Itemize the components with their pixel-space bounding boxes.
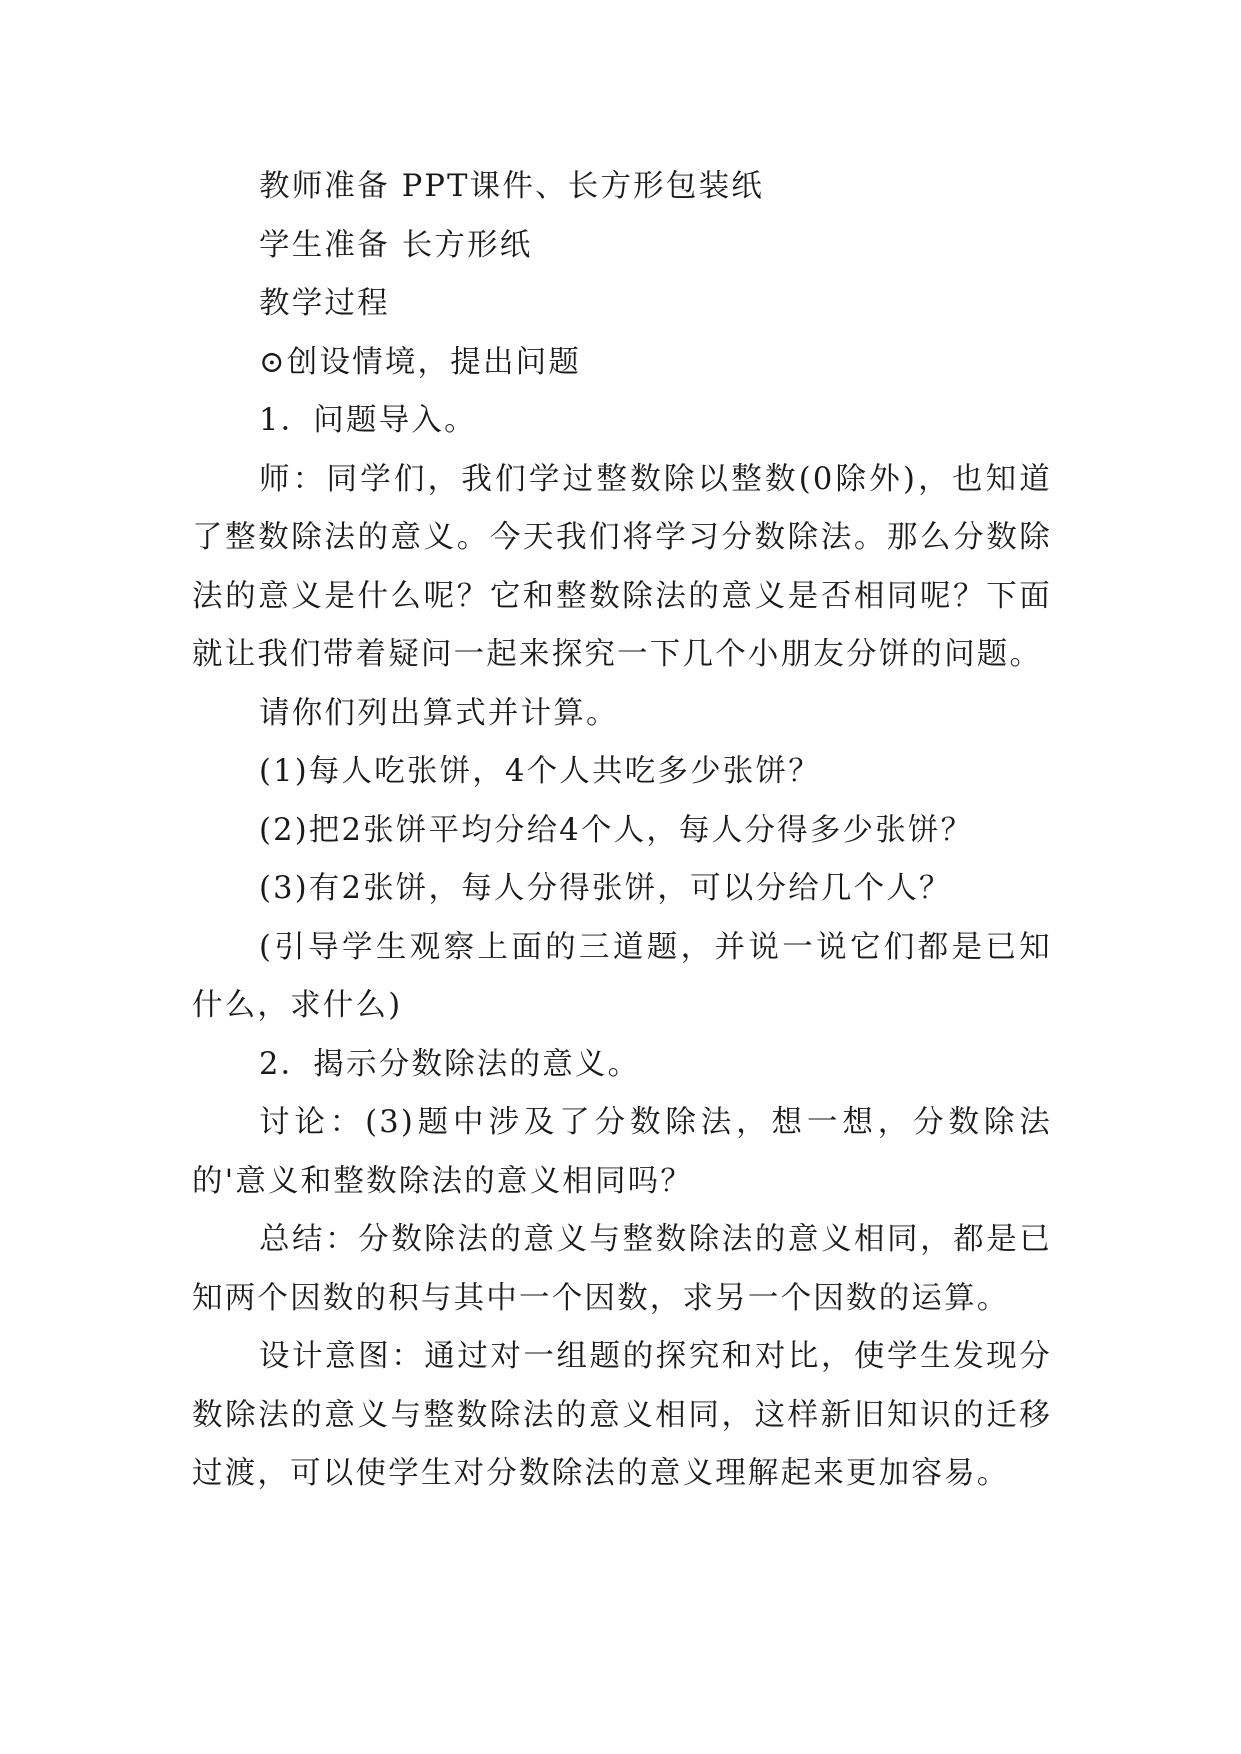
question-item: (3)有2张饼，每人分得张饼，可以分给几个人？: [259, 871, 952, 906]
paragraph: 师：同学们，我们学过整数除以整数(0除外)，也知道了整数除法的意义。今天我们将学习分数除法。那么分数除法的意义是什么呢？它和整数除法的意义是否相同呢？下面就让我们带着疑问一起来探究一下几个小朋友分饼的问题。: [192, 461, 1052, 672]
step-heading: 1．问题导入。: [259, 403, 477, 438]
student-prep: 学生准备 长方形纸: [259, 227, 533, 263]
paragraph: 请你们列出算式并计算。: [259, 695, 619, 731]
paragraph: 总结：分数除法的意义与整数除法的意义相同，都是已知两个因数的积与其中一个因数，求另一个因数的运算。: [192, 1222, 1052, 1316]
paragraph: 讨论：(3)题中涉及了分数除法，想一想，分数除法的'意义和整数除法的意义相同吗？: [192, 1105, 1052, 1199]
question-item: (2)把2张饼平均分给4个人，每人分得多少张饼？: [259, 812, 974, 848]
teacher-prep: 教师准备 PPT课件、长方形包装纸: [259, 169, 764, 204]
document-body: [192, 158, 1052, 1504]
paragraph: (引导学生观察上面的三道题，并说一说它们都是已知什么，求什么): [192, 929, 1052, 1023]
subsection-heading: ⊙创设情境，提出问题: [259, 344, 582, 380]
paragraph: 设计意图：通过对一组题的探究和对比，使学生发现分数除法的意义与整数除法的意义相同，这样新旧知识的迁移过渡，可以使学生对分数除法的意义理解起来更加容易。: [192, 1339, 1052, 1491]
section-heading: 教学过程: [259, 286, 390, 321]
step-heading: 2．揭示分数除法的意义。: [259, 1046, 641, 1082]
question-item: (1)每人吃张饼，4个人共吃多少张饼？: [259, 754, 821, 789]
